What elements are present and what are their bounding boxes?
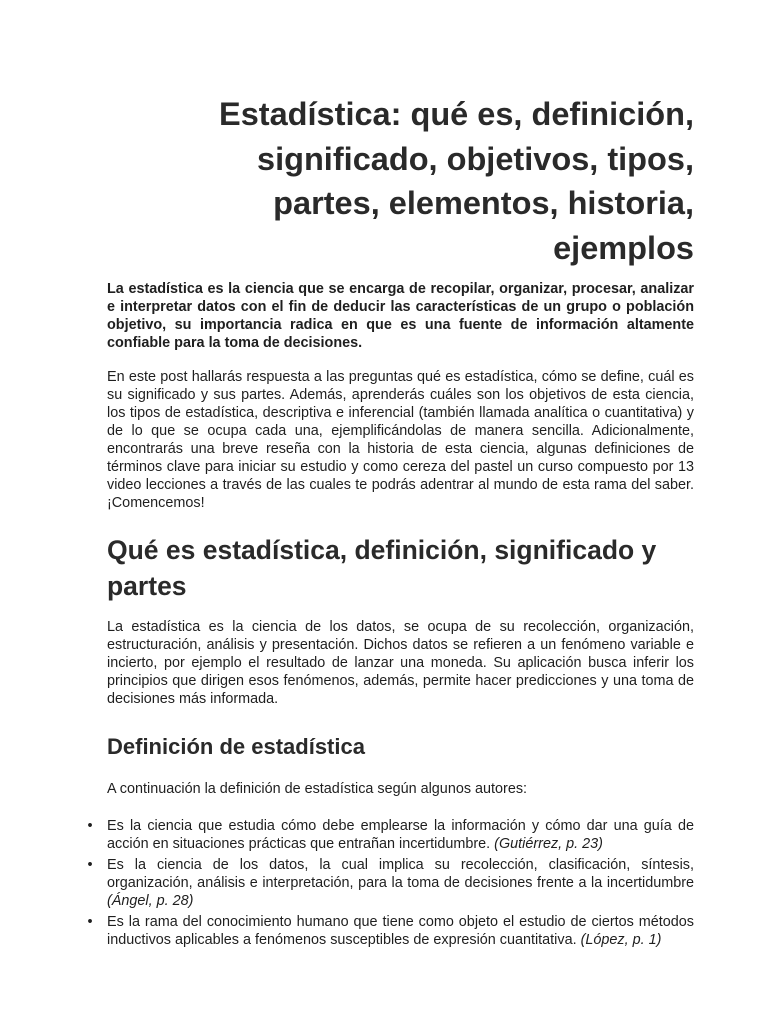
bullet-icon: •: [87, 818, 93, 834]
definition-text: Es la ciencia que estudia cómo debe emplearse la información y cómo dar una guía de acción en situaciones prácticas que entrañan incertidumbre.: [107, 818, 694, 852]
title-line: significado, objetivos, tipos,: [257, 140, 694, 177]
article-content: [87, 92, 694, 952]
definition-heading: Definición de estadística: [107, 734, 365, 759]
title-line: partes, elementos, historia,: [273, 185, 694, 221]
article-title: [107, 92, 694, 270]
lead-paragraph: La estadística es la ciencia que se encarga de recopilar, organizar, procesar, analizar e interpretar datos con el fin de deducir las características de un grupo o población objetivo, su importancia radica en que es una fuente de información altamente confiable para la toma de decisiones.: [107, 281, 694, 351]
definition-prelude: A continuación la definición de estadística según algunos autores:: [107, 781, 528, 797]
definition-citation: (López, p. 1): [580, 932, 662, 948]
section-heading: Qué es estadística, definición, significado y partes: [107, 535, 657, 601]
title-line: Estadística: qué es, definición,: [219, 96, 694, 132]
intro-paragraph: En este post hallarás respuesta a las preguntas qué es estadística, cómo se define, cuál es su significado y sus partes. Además, aprenderás cuáles son los objetivos de esta ciencia, los tipos de estadística, descriptiva e inferencial (también llamada analítica o cuantitativa) y de lo que se ocupa cada una, ejemplificándolas de manera sencilla. Adicionalmente, encontrarás una breve reseña con la historia de esta ciencia, algunas definiciones de términos clave para iniciar su estudio y como cereza del pastel un curso compuesto por 13 video lecciones a través de las cuales te podrás adentrar al mundo de esta rama del saber. ¡Comencemos!: [107, 369, 694, 511]
title-line: ejemplos: [553, 229, 694, 266]
list-item: [87, 856, 694, 910]
list-item: [87, 913, 694, 949]
definition-text: Es la rama del conocimiento humano que tiene como objeto el estudio de ciertos métodos inductivos aplicables a fenómenos susceptibles de expresión cuantitativa.: [107, 914, 694, 948]
list-item: [87, 817, 694, 853]
bullet-icon: •: [87, 914, 93, 930]
definition-citation: (Ángel, p. 28): [107, 893, 194, 909]
definition-list: [87, 817, 694, 949]
section-paragraph: La estadística es la ciencia de los datos, se ocupa de su recolección, organización, estructuración, análisis y presentación. Dichos datos se refieren a un fenómeno variable e incierto, por ejemplo el resultado de lanzar una moneda. Su aplicación busca inferir los principios que dirigen esos fenómenos, además, permite hacer predicciones y una toma de decisiones más informada.: [107, 619, 694, 707]
definition-citation: (Gutiérrez, p. 23): [494, 836, 603, 852]
definition-text: Es la ciencia de los datos, la cual implica su recolección, clasificación, síntesis, organización, análisis e interpretación, para la toma de decisiones frente a la incertidumbre: [107, 857, 694, 891]
bullet-icon: •: [87, 857, 93, 873]
